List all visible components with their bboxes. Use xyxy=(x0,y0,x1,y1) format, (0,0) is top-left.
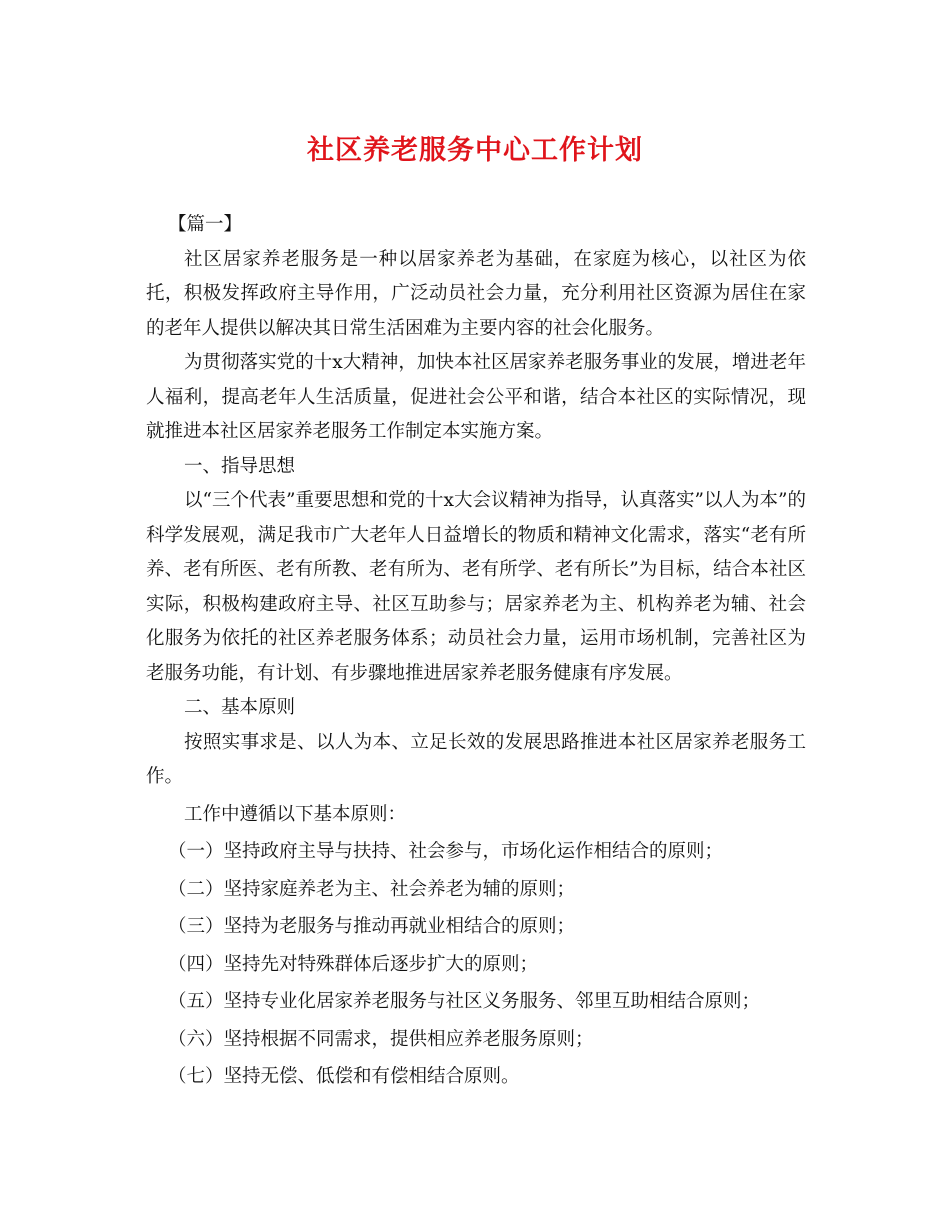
document-title: 社区养老服务中心工作计划 xyxy=(307,135,643,166)
principle-item: （五）坚持专业化居家养老服务与社区义务服务、邻里互助相结合原则； xyxy=(168,991,761,1012)
principle-item: （一）坚持政府主导与扶持、社会参与，市场化运作相结合的原则； xyxy=(168,841,724,862)
heading-basic-principles: 二、基本原则 xyxy=(184,697,296,718)
principle-item: （三）坚持为老服务与推动再就业相结合的原则； xyxy=(168,916,576,937)
paragraph-intro: 社区居家养老服务是一种以居家养老为基础，在家庭为核心，以社区为依托，积极发挥政府主导作用，广泛动员社会力量，充分利用社区资源为居住在家的老年人提供以解决其日常生活困难为主要内容的社会化服务。 xyxy=(146,248,806,339)
document-body xyxy=(146,208,806,1095)
principle-item: （六）坚持根据不同需求，提供相应养老服务原则； xyxy=(168,1028,594,1050)
paragraph-principles-intro: 工作中遵循以下基本原则： xyxy=(184,803,407,825)
principle-item: （四）坚持先对特殊群体后逐步扩大的原则； xyxy=(168,953,539,975)
paragraph-principles-approach: 按照实事求是、以人为本、立足长效的发展思路推进本社区居家养老服务工作。 xyxy=(146,731,806,787)
principle-item: （七）坚持无偿、低偿和有偿相结合原则。 xyxy=(168,1066,520,1087)
paragraph-guiding-ideology: 以“三个代表”重要思想和党的十x大会议精神为指导，认真落实”以人为本”的科学发展观，满足我市广大老年人日益增长的物质和精神文化需求，落实“老有所养、老有所医、老有所教、老有所为、老有所学、老有所长”为目标，结合本社区实际，积极构建政府主导、社区互助参与；居家养老为主、机构养老为辅、社会化服务为依托的社区养老服务体系；动员社会力量，运用市场机制，完善社区为老服务功能，有计划、有步骤地推进居家养老服务健康有序发展。 xyxy=(146,490,806,684)
principle-item: （二）坚持家庭养老为主、社会养老为辅的原则； xyxy=(168,878,576,900)
paragraph-purpose: 为贯彻落实党的十x大精神，加快本社区居家养老服务事业的发展，增进老年人福利，提高老年人生活质量，促进社会公平和谐，结合本社区的实际情况，现就推进本社区居家养老服务工作制定本实施方案。 xyxy=(146,352,806,442)
heading-guiding-ideology: 一、指导思想 xyxy=(184,455,296,477)
section-label: 【篇一】 xyxy=(168,214,243,235)
